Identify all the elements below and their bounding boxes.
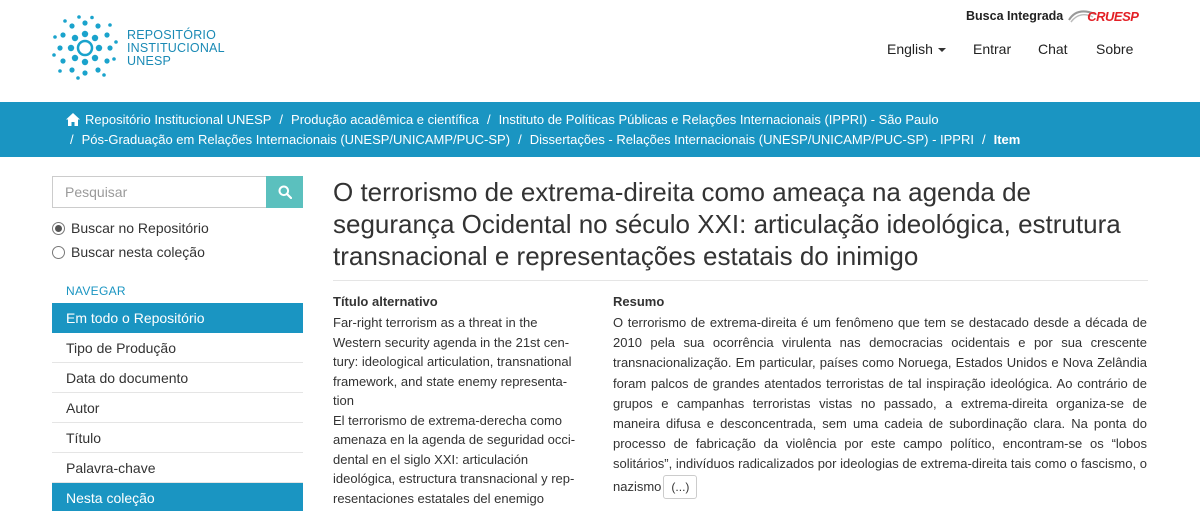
breadcrumb-item[interactable]: Pós-Graduação em Relações Internacionais (UNESP/UNICAMP/PUC-SP) xyxy=(81,132,511,147)
radio-button-selected[interactable] xyxy=(52,222,65,235)
browse-by-keyword[interactable]: Palavra-chave xyxy=(52,453,303,483)
logo-line: UNESP xyxy=(127,53,172,68)
alt-title-line: Far-right terrorism as a threat in the xyxy=(333,315,538,330)
site-header xyxy=(0,0,1200,102)
logo-dots-icon xyxy=(52,15,118,81)
cruesp-label: CRUESP xyxy=(1087,8,1139,24)
scope-option-repository[interactable] xyxy=(52,220,209,236)
breadcrumb-item[interactable]: Dissertações - Relações Internacionais (UNESP/UNICAMP/PUC-SP) - IPPRI xyxy=(529,132,974,147)
alt-title-line: framework, and state enemy representa- xyxy=(333,373,568,389)
browse-by-type[interactable]: Tipo de Produção xyxy=(52,333,303,363)
alt-title-line: dental en el siglo XXI: articulación xyxy=(333,451,529,467)
breadcrumb-item[interactable]: Repositório Institucional UNESP xyxy=(85,112,272,127)
browse-by-title[interactable]: Título xyxy=(52,423,303,453)
breadcrumb-line xyxy=(66,132,1020,147)
scope-option-collection[interactable] xyxy=(52,244,205,260)
alt-title-line: ideológica, estructura transnacional y rep- xyxy=(333,471,575,486)
logo-text xyxy=(127,29,225,68)
chat-link[interactable]: Chat xyxy=(1038,41,1068,57)
logo-line: REPOSITÓRIO xyxy=(127,27,217,42)
alt-title-value xyxy=(333,313,585,508)
radio-button[interactable] xyxy=(52,246,65,259)
breadcrumb-separator: / xyxy=(279,112,284,127)
breadcrumb-item[interactable]: Produção acadêmica e científica xyxy=(291,112,479,127)
breadcrumb-separator: / xyxy=(486,112,491,127)
browse-by-date[interactable]: Data do documento xyxy=(52,363,303,393)
language-label: English xyxy=(887,41,933,57)
search-input[interactable] xyxy=(52,176,266,208)
search-button[interactable] xyxy=(266,176,303,208)
item-title: O terrorismo de extrema-direita como ameaça na agenda de segurança Ocidental no século XXI: articulação ideológica, estrutura transnacional e representações estatais do inimigo xyxy=(333,177,1121,271)
search-icon xyxy=(278,185,292,199)
browse-this-collection[interactable]: Nesta coleção xyxy=(52,483,303,511)
alt-title-line: Western security agenda in the 21st cen- xyxy=(333,334,570,350)
alt-title-line: amenaza en la agenda de seguridad occi- xyxy=(333,432,576,447)
language-dropdown[interactable] xyxy=(887,41,946,57)
alt-title-line: resentaciones estatales del enemigo xyxy=(333,490,545,506)
abstract-text: O terrorismo de extrema-direita é um fenômeno que tem se destacado desde a década de 2010 pela sua ocorrência virulenta nas democracias ocidentais e por sua crescente transnacionalização. Em particular, países como Noruega, Estados Unidos e Nova Zelândia foram palcos de grandes atentados terroristas de tal inspiração ideológica. Ao contrário de grupos e campanhas terroristas vistas no passado, a extrema-direita organiza-se de maneira difusa e desconcentrada, sem uma cadeia de subordinação clara. Na ponta do processo de fabricação da violência por este campo político, encontram-se os “lobos solitários”, indivíduos radicalizados por ideologias de extrema-direita tais como o fascismo, o nazismo xyxy=(613,315,1147,494)
logo-line: INSTITUCIONAL xyxy=(127,40,225,55)
scope-option-label: Buscar nesta coleção xyxy=(71,244,205,260)
breadcrumb-line xyxy=(66,112,939,127)
radio-dot xyxy=(55,225,62,232)
busca-integrada-link[interactable] xyxy=(966,8,1138,24)
breadcrumb-separator: / xyxy=(518,132,522,147)
login-link[interactable]: Entrar xyxy=(973,41,1012,57)
breadcrumb-current: Item xyxy=(993,132,1021,147)
scope-option-label: Buscar no Repositório xyxy=(71,220,209,236)
alt-title-line: tury: ideological articulation, transnational xyxy=(333,354,572,369)
alt-title-line: tion xyxy=(333,393,354,408)
breadcrumb-item[interactable]: Instituto de Políticas Públicas e Relações Internacionais (IPPRI) - São Paulo xyxy=(498,112,939,127)
chevron-down-icon xyxy=(938,48,946,52)
breadcrumb xyxy=(0,102,1200,157)
abstract-label: Resumo xyxy=(613,294,665,309)
show-more-button[interactable]: (...) xyxy=(663,475,697,499)
alt-title-label: Título alternativo xyxy=(333,294,438,309)
home-icon xyxy=(66,113,80,126)
alt-title-line: El terrorismo de extrema-derecha como xyxy=(333,412,563,428)
browse-all-repository[interactable]: Em todo o Repositório xyxy=(52,303,303,333)
browse-heading: NAVEGAR xyxy=(66,284,126,298)
browse-menu xyxy=(52,303,303,511)
breadcrumb-separator: / xyxy=(70,132,74,147)
about-link[interactable]: Sobre xyxy=(1096,41,1134,57)
browse-by-author[interactable]: Autor xyxy=(52,393,303,423)
repository-logo[interactable] xyxy=(52,12,225,84)
busca-integrada-label: Busca Integrada xyxy=(966,9,1064,23)
cruesp-logo xyxy=(1067,8,1138,24)
search-form xyxy=(52,176,303,208)
breadcrumb-separator: / xyxy=(981,132,986,147)
title-divider xyxy=(333,280,1148,281)
abstract-value xyxy=(613,313,1147,499)
